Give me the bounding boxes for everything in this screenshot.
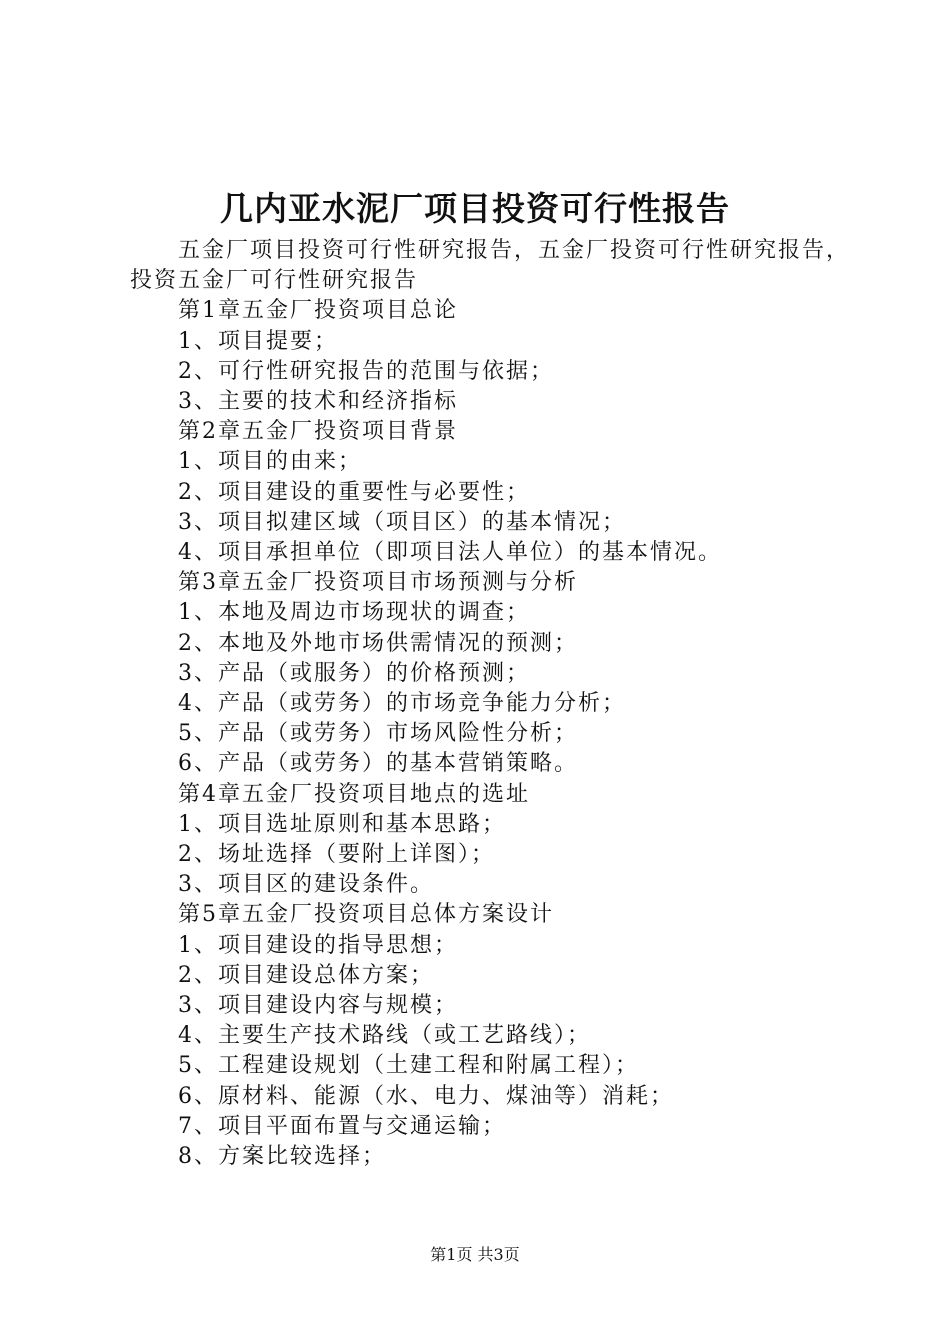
intro-paragraph: 五金厂项目投资可行性研究报告，五金厂投资可行性研究报告，投资五金厂可行性研究报告 bbox=[130, 238, 851, 294]
list-item: 2、本地及外地市场供需情况的预测； bbox=[178, 630, 578, 656]
list-item: 3、项目建设内容与规模； bbox=[178, 993, 458, 1019]
list-item: 7、项目平面布置与交通运输； bbox=[178, 1113, 506, 1139]
list-item: 3、产品（或服务）的价格预测； bbox=[178, 660, 530, 686]
list-item: 4、产品（或劳务）的市场竞争能力分析； bbox=[178, 691, 626, 717]
list-item: 1、本地及周边市场现状的调查； bbox=[178, 600, 530, 626]
list-item: 1、项目建设的指导思想； bbox=[178, 932, 458, 958]
list-item: 2、项目建设总体方案； bbox=[178, 962, 434, 988]
list-item: 6、原材料、能源（水、电力、煤油等）消耗； bbox=[178, 1083, 674, 1109]
list-item: 3、项目区的建设条件。 bbox=[178, 872, 434, 898]
list-item: 4、主要生产技术路线（或工艺路线）； bbox=[178, 1023, 591, 1049]
list-item: 3、项目拟建区域（项目区）的基本情况； bbox=[178, 509, 626, 535]
chapter-2-heading: 第2章五金厂投资项目背景 bbox=[178, 419, 458, 445]
chapter-1-heading: 第1章五金厂投资项目总论 bbox=[178, 298, 458, 324]
list-item: 2、可行性研究报告的范围与依据； bbox=[178, 358, 554, 384]
chapter-3-heading: 第3章五金厂投资项目市场预测与分析 bbox=[178, 570, 578, 596]
list-item: 5、工程建设规划（土建工程和附属工程）； bbox=[178, 1053, 639, 1079]
chapter-4-heading: 第4章五金厂投资项目地点的选址 bbox=[178, 781, 530, 807]
list-item: 8、方案比较选择； bbox=[178, 1144, 386, 1170]
list-item: 1、项目提要； bbox=[178, 328, 338, 354]
list-item: 1、项目选址原则和基本思路； bbox=[178, 811, 506, 837]
list-item: 4、项目承担单位（即项目法人单位）的基本情况。 bbox=[178, 540, 722, 566]
list-item: 2、项目建设的重要性与必要性； bbox=[178, 479, 530, 505]
list-item: 6、产品（或劳务）的基本营销策略。 bbox=[178, 751, 578, 777]
document-body bbox=[130, 236, 850, 1172]
list-item: 2、场址选择（要附上详图）； bbox=[178, 842, 495, 868]
list-item: 5、产品（或劳务）市场风险性分析； bbox=[178, 721, 578, 747]
document-title: 几内亚水泥厂项目投资可行性报告 bbox=[220, 189, 730, 228]
list-item: 1、项目的由来； bbox=[178, 449, 362, 475]
chapter-5-heading: 第5章五金厂投资项目总体方案设计 bbox=[178, 902, 554, 928]
list-item: 3、主要的技术和经济指标 bbox=[178, 389, 458, 415]
page-footer: 第1页 共3页 bbox=[430, 1245, 520, 1264]
